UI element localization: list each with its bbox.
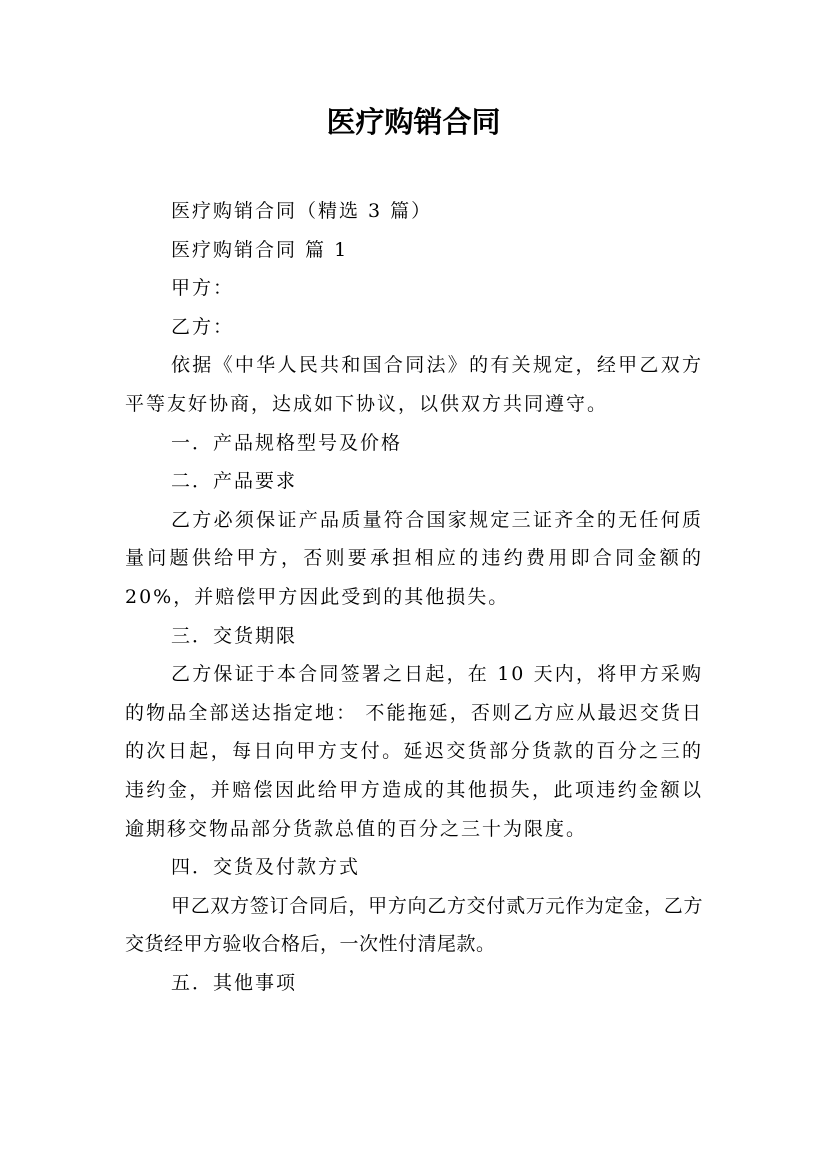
section-heading: 三．交货期限	[171, 624, 298, 647]
document-body	[125, 192, 703, 1002]
paragraph: 依据《中华人民共和国合同法》的有关规定，经甲乙双方平等友好协商，达成如下协议，以供双方共同遵守。	[125, 354, 703, 415]
section-heading: 一．产品规格型号及价格	[171, 431, 403, 454]
paragraph: 医疗购销合同（精选 3 篇）	[171, 200, 433, 222]
paragraph: 医疗购销合同 篇 1	[171, 238, 349, 261]
section-heading: 五．其他事项	[171, 971, 298, 994]
paragraph: 乙方：	[171, 315, 235, 338]
paragraph: 乙方保证于本合同签署之日起，在 10 天内，将甲方采购的物品全部送达指定地： 不能拖延，否则乙方应从最迟交货日的次日起，每日向甲方支付。延迟交货部分货款的百分之三的违约金，并赔偿因此给甲方造成的其他损失，此项违约金额以逾期移交物品部分货款总值的百分之三十为限度。	[125, 663, 703, 840]
paragraph: 甲方：	[171, 277, 235, 300]
document-title: 医疗购销合同	[326, 105, 501, 139]
paragraph: 甲乙双方签订合同后，甲方向乙方交付贰万元作为定金，乙方交货经甲方验收合格后，一次性付清尾款。	[125, 894, 703, 956]
section-heading: 四．交货及付款方式	[171, 856, 361, 879]
paragraph: 乙方必须保证产品质量符合国家规定三证齐全的无任何质量问题供给甲方，否则要承担相应的违约费用即合同金额的 20%，并赔偿甲方因此受到的其他损失。	[125, 508, 703, 608]
section-heading: 二．产品要求	[171, 470, 298, 493]
